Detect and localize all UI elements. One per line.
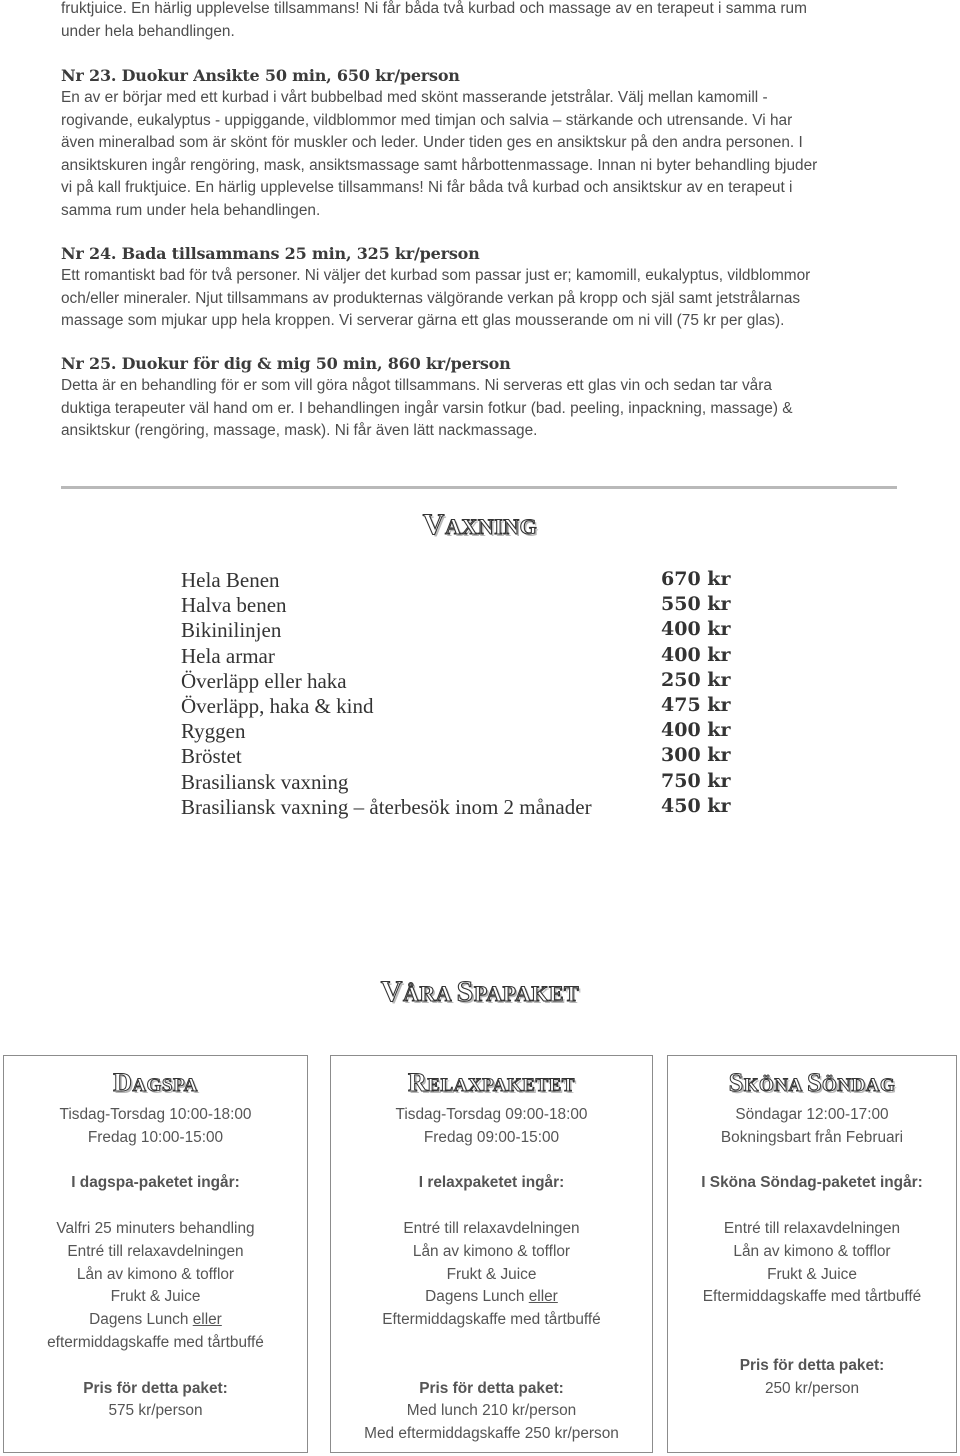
package-title: DAGSPA	[113, 1068, 198, 1097]
list-item	[181, 795, 781, 820]
package-skona-sondag	[667, 1055, 957, 1453]
includes-heading: I dagspa-paketet ingår:	[71, 1174, 240, 1192]
list-item	[181, 568, 781, 593]
included-item: Valfri 25 minuters behandling	[56, 1219, 255, 1237]
text-line: Detta är en behandling för er som vill göra något tillsammans. Ni serveras ett glas vin och sedan tar våra	[61, 377, 772, 394]
item-name: Brasiliansk vaxning – återbesök inom 2 månader	[181, 794, 592, 819]
item-price: 400 kr	[661, 719, 731, 742]
item-name: Brasiliansk vaxning	[181, 769, 349, 794]
opening-hours: Bokningsbart från Februari	[720, 1128, 904, 1146]
list-item	[181, 744, 781, 769]
spa-packages-title: VÅRA SPAPAKET	[380, 975, 580, 1008]
included-item: Frukt & Juice	[110, 1288, 201, 1306]
included-item: Eftermiddagskaffe med tårtbuffé	[702, 1288, 922, 1306]
opening-hours: Söndagar 12:00-17:00	[735, 1106, 889, 1123]
included-item: eftermiddagskaffe med tårtbuffé	[47, 1333, 264, 1351]
opening-hours: Fredag 10:00-15:00	[87, 1128, 224, 1146]
text-line: även mineralbad som är skönt för muskler och leder. Under tiden ges en ansiktskur på den andra personen. I	[61, 134, 803, 152]
package-price: 575 kr/person	[108, 1402, 203, 1420]
item-name: Hela Benen	[181, 568, 280, 592]
item-price: 400 kr	[661, 618, 731, 641]
item-name: Hela armar	[181, 643, 275, 668]
included-item: Eftermiddagskaffe med tårtbuffé	[382, 1311, 601, 1329]
text-line: ansiktskur (rengöring, massage, mask). Ni får även lätt nackmassage.	[61, 422, 538, 440]
includes-heading: I Sköna Söndag-paketet ingår:	[701, 1174, 923, 1192]
treatment-title: Nr 23. Duokur Ansikte 50 min, 650 kr/person	[61, 66, 460, 85]
list-item	[181, 593, 781, 618]
treatment-25	[61, 353, 906, 443]
waxing-title: VAXNING	[422, 508, 538, 541]
included-item: Lån av kimono & tofflor	[76, 1265, 235, 1283]
item-name: Överläpp, haka & kind	[181, 693, 374, 718]
opening-hours: Fredag 09:00-15:00	[423, 1128, 560, 1146]
item-price: 550 kr	[661, 593, 731, 616]
package-dagspa	[3, 1055, 308, 1453]
item-price: 475 kr	[661, 693, 731, 716]
text-line: och/eller mineraler. Njut tillsammans av produkternas välgörande verkan på kropp och själ samt jetstrålarnas	[61, 289, 801, 307]
item-name: Bröstet	[181, 744, 242, 769]
treatment-24	[61, 243, 906, 333]
package-price: 250 kr/person	[764, 1379, 860, 1397]
text-line: duktiga terapeuter väl hand om er. I behandlingen ingår varsin fotkur (bad. peeling, inpackning, massage) &	[61, 399, 793, 417]
package-price: Med eftermiddagskaffe 250 kr/person	[364, 1425, 619, 1443]
includes-heading: I relaxpaketet ingår:	[418, 1174, 565, 1192]
item-price: 450 kr	[661, 794, 731, 817]
item-price: 670 kr	[661, 568, 731, 590]
list-item	[181, 694, 781, 719]
text-line: under hela behandlingen.	[61, 22, 235, 40]
included-item: Lån av kimono & tofflor	[412, 1242, 571, 1260]
item-name: Ryggen	[181, 719, 246, 744]
intro-fragment	[61, 0, 906, 43]
text-line: massage som mjukar upp hela kroppen. Vi serverar gärna ett glas mousserande om ni vill (75 kr per glas).	[61, 312, 785, 330]
included-item: Lån av kimono & tofflor	[733, 1242, 891, 1260]
opening-hours: Tisdag-Torsdag 10:00-18:00	[59, 1106, 252, 1123]
item-price: 750 kr	[661, 769, 731, 792]
item-name: Bikinilinjen	[181, 618, 282, 643]
waxing-price-list	[181, 568, 781, 820]
list-item	[181, 644, 781, 669]
included-item: Entré till relaxavdelningen	[403, 1219, 580, 1237]
text-line: Ett romantiskt bad för två personer. Ni väljer det kurbad som passar just er; kamomill, eukalyptus, vildblommor	[61, 267, 811, 284]
opening-hours: Tisdag-Torsdag 09:00-18:00	[395, 1106, 588, 1123]
list-item	[181, 669, 781, 694]
item-price: 300 kr	[661, 744, 731, 767]
item-name: Halva benen	[181, 593, 287, 618]
text-line: ansiktskuren ingår rengöring, mask, ansiktsmassage samt hårbottenmassage. Innan ni byter behandling bjuder	[61, 156, 818, 174]
price-heading: Pris för detta paket:	[739, 1356, 885, 1374]
text-line: rogivande, eukalyptus - uppiggande, vildblommor med timjan och salvia – stärkande och utrensande. Vi har	[61, 111, 793, 129]
list-item	[181, 719, 781, 744]
package-relaxpaketet	[330, 1055, 653, 1453]
price-heading: Pris för detta paket:	[83, 1379, 228, 1397]
text-line: vi på kall fruktjuice. En härlig upplevelse tillsammans! Ni får båda två kurbad och ansiktskur av en terapeut i	[61, 179, 793, 197]
item-price: 250 kr	[661, 668, 731, 691]
included-item: Entré till relaxavdelningen	[723, 1219, 901, 1237]
item-name: Överläpp eller haka	[181, 668, 347, 693]
text-line: fruktjuice. En härlig upplevelse tillsammans! Ni får båda två kurbad och massage av en terapeut i samma rum	[61, 0, 807, 17]
included-item: Frukt & Juice	[767, 1265, 857, 1283]
package-title: RELAXPAKETET	[408, 1068, 575, 1097]
package-price: Med lunch 210 kr/person	[406, 1402, 577, 1420]
list-item	[181, 618, 781, 643]
treatment-title: Nr 24. Bada tillsammans 25 min, 325 kr/person	[61, 244, 480, 263]
text-line: samma rum under hela behandlingen.	[61, 201, 321, 219]
list-item	[181, 770, 781, 795]
price-heading: Pris för detta paket:	[419, 1379, 564, 1397]
included-item: Dagens Lunch eller	[89, 1311, 222, 1329]
package-title: SKÖNA SÖNDAG	[728, 1068, 896, 1097]
treatment-title: Nr 25. Duokur för dig & mig 50 min, 860 kr/person	[61, 354, 511, 373]
treatment-23	[61, 65, 906, 223]
included-item: Entré till relaxavdelningen	[67, 1242, 244, 1260]
included-item: Dagens Lunch eller	[425, 1288, 558, 1306]
text-line: En av er börjar med ett kurbad i vårt bubbelbad med skönt masserande jetstrålar. Välj mellan kamomill -	[61, 89, 768, 106]
included-item: Frukt & Juice	[446, 1265, 537, 1283]
item-price: 400 kr	[661, 643, 731, 666]
section-divider	[61, 486, 897, 489]
